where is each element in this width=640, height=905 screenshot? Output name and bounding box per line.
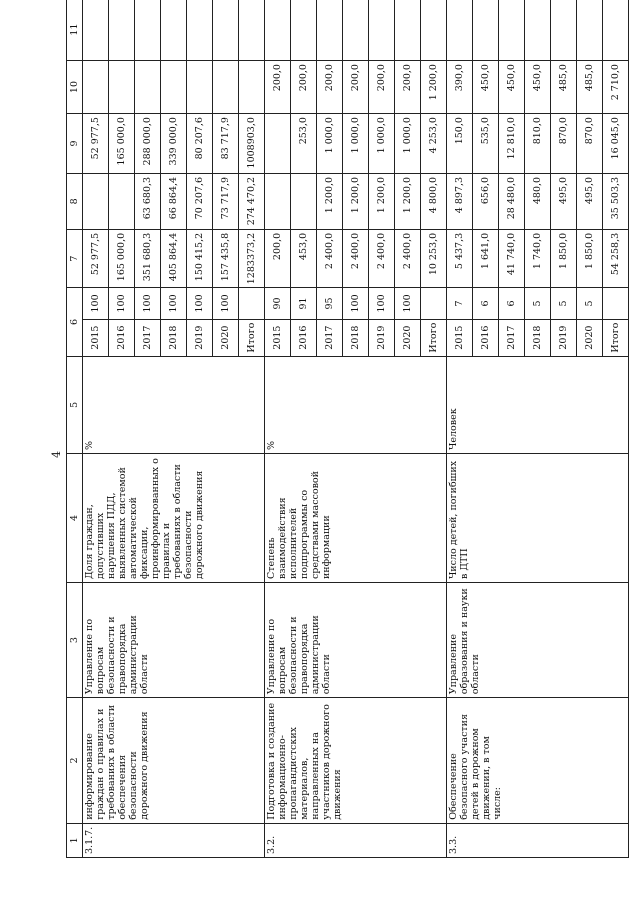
budget-cell bbox=[473, 0, 499, 61]
year-cell: Итого bbox=[603, 319, 629, 356]
total-cell: 5 437,3 bbox=[447, 229, 473, 287]
column-number: 10 bbox=[67, 61, 83, 114]
budget-cell bbox=[213, 61, 239, 114]
total-cell: 405 864,4 bbox=[161, 229, 187, 287]
budget-cell: 1 000,0 bbox=[317, 114, 343, 174]
budget-cell bbox=[447, 0, 473, 61]
budget-cell: 70 207,6 bbox=[187, 173, 213, 229]
budget-cell bbox=[421, 0, 447, 61]
year-cell: 2020 bbox=[395, 319, 421, 356]
budget-cell: 63 680,3 bbox=[135, 173, 161, 229]
budget-cell bbox=[525, 0, 551, 61]
target-value-cell: 6 bbox=[499, 288, 525, 319]
column-number: 1 bbox=[67, 823, 83, 857]
budget-cell: 1 200,0 bbox=[421, 61, 447, 114]
year-cell: 2016 bbox=[291, 319, 317, 356]
unit-name: % bbox=[83, 356, 265, 453]
year-cell: 2018 bbox=[161, 319, 187, 356]
budget-cell: 450,0 bbox=[499, 61, 525, 114]
section-number: 3.3. bbox=[447, 823, 629, 857]
table-row bbox=[447, 0, 473, 858]
total-cell: 1 850,0 bbox=[551, 229, 577, 287]
target-value-cell: 100 bbox=[109, 288, 135, 319]
budget-cell bbox=[369, 0, 395, 61]
budget-cell: 1 200,0 bbox=[343, 173, 369, 229]
budget-cell bbox=[135, 61, 161, 114]
budget-cell: 12 810,0 bbox=[499, 114, 525, 174]
year-cell: 2016 bbox=[473, 319, 499, 356]
year-cell: 2019 bbox=[187, 319, 213, 356]
target-value-cell: 100 bbox=[343, 288, 369, 319]
table-row bbox=[83, 0, 109, 858]
total-cell: 2 400,0 bbox=[395, 229, 421, 287]
year-cell: 2016 bbox=[109, 319, 135, 356]
unit-name: Человек bbox=[447, 356, 629, 453]
target-value-cell: 5 bbox=[577, 288, 603, 319]
target-value-cell: 95 bbox=[317, 288, 343, 319]
total-cell: 54 258,3 bbox=[603, 229, 629, 287]
budget-cell bbox=[109, 61, 135, 114]
year-cell: 2017 bbox=[135, 319, 161, 356]
column-number: 9 bbox=[67, 114, 83, 174]
budget-cell bbox=[161, 0, 187, 61]
budget-cell bbox=[187, 0, 213, 61]
program-table bbox=[66, 0, 629, 858]
budget-cell: 2 710,0 bbox=[603, 61, 629, 114]
budget-cell bbox=[603, 0, 629, 61]
target-value-cell: 91 bbox=[291, 288, 317, 319]
budget-cell bbox=[499, 0, 525, 61]
target-value-cell bbox=[239, 288, 265, 319]
budget-cell: 1 200,0 bbox=[317, 173, 343, 229]
table-row bbox=[265, 0, 291, 858]
budget-cell: 35 503,3 bbox=[603, 173, 629, 229]
year-cell: 2019 bbox=[369, 319, 395, 356]
budget-cell: 480,0 bbox=[525, 173, 551, 229]
budget-cell bbox=[109, 173, 135, 229]
indicator-name: Число детей, погибших в ДТП bbox=[447, 453, 629, 582]
budget-cell: 150,0 bbox=[447, 114, 473, 174]
target-value-cell: 7 bbox=[447, 288, 473, 319]
budget-cell: 66 864,4 bbox=[161, 173, 187, 229]
budget-cell bbox=[135, 0, 161, 61]
budget-cell: 535,0 bbox=[473, 114, 499, 174]
budget-cell: 339 000,0 bbox=[161, 114, 187, 174]
target-value-cell bbox=[603, 288, 629, 319]
budget-cell: 52 977,5 bbox=[83, 114, 109, 174]
total-cell: 351 680,3 bbox=[135, 229, 161, 287]
unit-name: % bbox=[265, 356, 447, 453]
budget-cell: 1008903,0 bbox=[239, 114, 265, 174]
indicator-name: Степень взаимодействия исполнителей подпрограммы со средствами массовой информации bbox=[265, 453, 447, 582]
budget-cell: 80 207,6 bbox=[187, 114, 213, 174]
budget-cell: 1 000,0 bbox=[343, 114, 369, 174]
column-number: 5 bbox=[67, 356, 83, 453]
budget-cell bbox=[83, 173, 109, 229]
section-number: 3.1.7. bbox=[83, 823, 265, 857]
budget-cell bbox=[239, 61, 265, 114]
budget-cell: 253,0 bbox=[291, 114, 317, 174]
budget-cell bbox=[291, 173, 317, 229]
budget-cell bbox=[161, 61, 187, 114]
column-number-row bbox=[67, 0, 83, 858]
budget-cell: 485,0 bbox=[577, 61, 603, 114]
year-cell: Итого bbox=[421, 319, 447, 356]
year-cell: 2015 bbox=[447, 319, 473, 356]
column-number: 4 bbox=[67, 453, 83, 582]
column-number: 8 bbox=[67, 173, 83, 229]
total-cell: 2 400,0 bbox=[317, 229, 343, 287]
column-number: 6 bbox=[67, 288, 83, 356]
budget-cell bbox=[577, 0, 603, 61]
budget-cell: 485,0 bbox=[551, 61, 577, 114]
budget-cell: 274 470,2 bbox=[239, 173, 265, 229]
column-number: 3 bbox=[67, 583, 83, 698]
budget-cell: 200,0 bbox=[317, 61, 343, 114]
budget-cell bbox=[239, 0, 265, 61]
budget-cell: 200,0 bbox=[395, 61, 421, 114]
budget-cell bbox=[213, 0, 239, 61]
executor-name: Управление образования и науки области bbox=[447, 583, 629, 698]
target-value-cell: 100 bbox=[395, 288, 421, 319]
target-value-cell: 100 bbox=[135, 288, 161, 319]
budget-cell bbox=[395, 0, 421, 61]
year-cell: 2020 bbox=[577, 319, 603, 356]
total-cell: 10 253,0 bbox=[421, 229, 447, 287]
total-cell: 200,0 bbox=[265, 229, 291, 287]
budget-cell: 870,0 bbox=[577, 114, 603, 174]
total-cell: 165 000,0 bbox=[109, 229, 135, 287]
budget-cell: 165 000,0 bbox=[109, 114, 135, 174]
budget-cell: 200,0 bbox=[343, 61, 369, 114]
budget-cell bbox=[265, 0, 291, 61]
budget-cell bbox=[83, 61, 109, 114]
page-number: 4 bbox=[50, 451, 63, 458]
year-cell: 2017 bbox=[499, 319, 525, 356]
target-value-cell: 100 bbox=[213, 288, 239, 319]
budget-cell: 1 000,0 bbox=[395, 114, 421, 174]
year-cell: 2017 bbox=[317, 319, 343, 356]
budget-cell bbox=[343, 0, 369, 61]
budget-cell: 810,0 bbox=[525, 114, 551, 174]
column-number: 7 bbox=[67, 229, 83, 287]
indicator-name: Доля граждан, допустивших нарушения ПДД, выявленных системой автоматической фиксации, проинформированных о правилах и требованиях в области безопасности дорожного движения bbox=[83, 453, 265, 582]
total-cell: 157 435,8 bbox=[213, 229, 239, 287]
year-cell: 2015 bbox=[265, 319, 291, 356]
executor-name: Управление по вопросам безопасности и правопорядка администрации области bbox=[83, 583, 265, 698]
budget-cell: 28 480,0 bbox=[499, 173, 525, 229]
budget-cell: 390,0 bbox=[447, 61, 473, 114]
total-cell: 41 740,0 bbox=[499, 229, 525, 287]
budget-cell: 16 045,0 bbox=[603, 114, 629, 174]
budget-cell bbox=[265, 114, 291, 174]
year-cell: 2018 bbox=[343, 319, 369, 356]
budget-cell: 1 000,0 bbox=[369, 114, 395, 174]
table-body bbox=[83, 0, 629, 858]
budget-cell bbox=[551, 0, 577, 61]
budget-cell bbox=[83, 0, 109, 61]
budget-cell: 200,0 bbox=[265, 61, 291, 114]
total-cell: 1 641,0 bbox=[473, 229, 499, 287]
column-number: 11 bbox=[67, 0, 83, 61]
year-cell: 2020 bbox=[213, 319, 239, 356]
target-value-cell: 6 bbox=[473, 288, 499, 319]
budget-cell bbox=[317, 0, 343, 61]
budget-cell: 4 253,0 bbox=[421, 114, 447, 174]
budget-cell: 200,0 bbox=[369, 61, 395, 114]
budget-cell bbox=[187, 61, 213, 114]
budget-cell: 1 200,0 bbox=[395, 173, 421, 229]
target-value-cell: 5 bbox=[551, 288, 577, 319]
budget-cell: 4 800,0 bbox=[421, 173, 447, 229]
total-cell: 2 400,0 bbox=[343, 229, 369, 287]
executor-name: Управление по вопросам безопасности и правопорядка администрации области bbox=[265, 583, 447, 698]
budget-cell bbox=[109, 0, 135, 61]
section-number: 3.2. bbox=[265, 823, 447, 857]
target-value-cell: 100 bbox=[161, 288, 187, 319]
total-cell: 150 415,2 bbox=[187, 229, 213, 287]
total-cell: 1 740,0 bbox=[525, 229, 551, 287]
year-cell: Итого bbox=[239, 319, 265, 356]
budget-cell: 450,0 bbox=[525, 61, 551, 114]
total-cell: 1283373,2 bbox=[239, 229, 265, 287]
budget-cell: 1 200,0 bbox=[369, 173, 395, 229]
total-cell: 453,0 bbox=[291, 229, 317, 287]
year-cell: 2019 bbox=[551, 319, 577, 356]
target-value-cell: 100 bbox=[369, 288, 395, 319]
measure-description: информирование граждан о правилах и требованиях в области обеспечения безопасности дорожного движения bbox=[83, 698, 265, 824]
target-value-cell: 100 bbox=[83, 288, 109, 319]
target-value-cell: 5 bbox=[525, 288, 551, 319]
total-cell: 1 850,0 bbox=[577, 229, 603, 287]
year-cell: 2015 bbox=[83, 319, 109, 356]
document-page bbox=[48, 0, 621, 858]
budget-cell: 495,0 bbox=[551, 173, 577, 229]
budget-cell: 495,0 bbox=[577, 173, 603, 229]
budget-cell: 4 897,3 bbox=[447, 173, 473, 229]
budget-cell bbox=[265, 173, 291, 229]
budget-cell: 288 000,0 bbox=[135, 114, 161, 174]
column-number: 2 bbox=[67, 698, 83, 824]
budget-cell: 200,0 bbox=[291, 61, 317, 114]
budget-cell: 73 717,9 bbox=[213, 173, 239, 229]
measure-description: Обеспечение безопасного участия детей в дорожном движении, в том числе: bbox=[447, 698, 629, 824]
total-cell: 2 400,0 bbox=[369, 229, 395, 287]
budget-cell: 83 717,9 bbox=[213, 114, 239, 174]
budget-cell: 870,0 bbox=[551, 114, 577, 174]
year-cell: 2018 bbox=[525, 319, 551, 356]
budget-cell: 450,0 bbox=[473, 61, 499, 114]
budget-cell bbox=[291, 0, 317, 61]
target-value-cell: 100 bbox=[187, 288, 213, 319]
total-cell: 52 977,5 bbox=[83, 229, 109, 287]
target-value-cell bbox=[421, 288, 447, 319]
measure-description: Подготовка и создание информационно-пропагандистских материалов, направленных на участников дорожного движения bbox=[265, 698, 447, 824]
budget-cell: 656,0 bbox=[473, 173, 499, 229]
target-value-cell: 90 bbox=[265, 288, 291, 319]
